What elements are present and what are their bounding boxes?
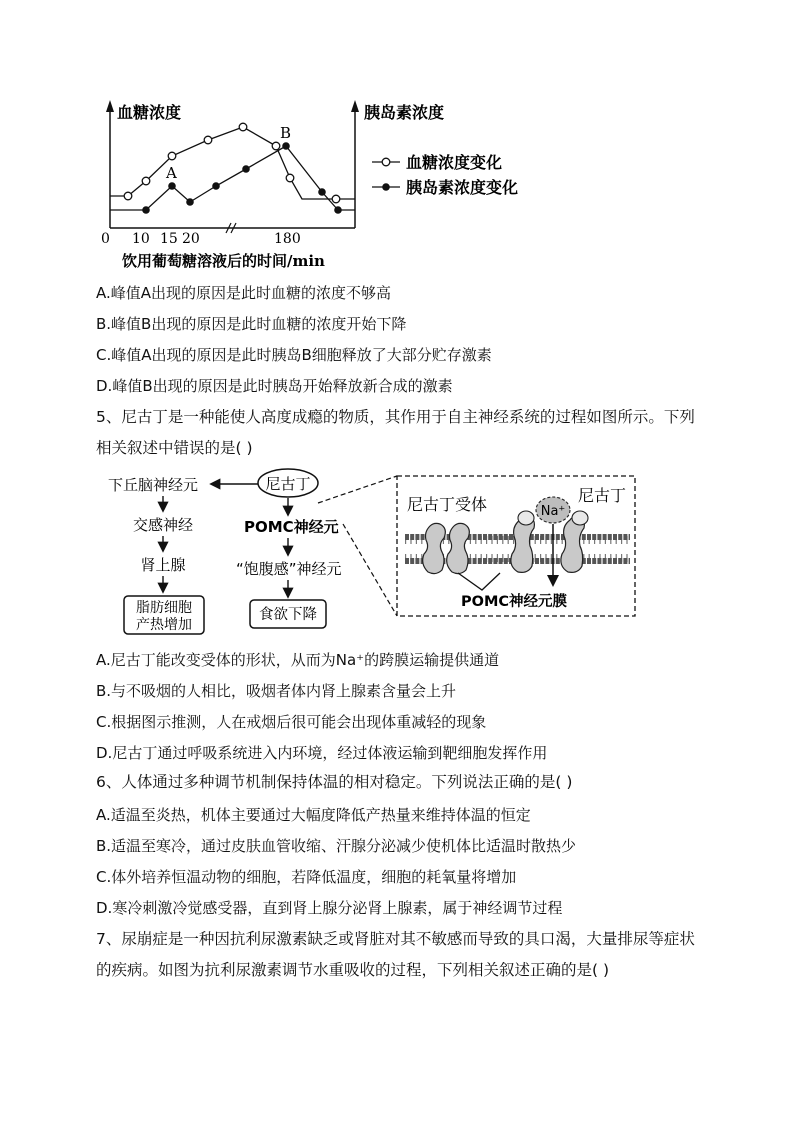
q5-option-c: C.根据图示推测，人在戒烟后很可能会出现体重减轻的现象 (96, 713, 487, 731)
nicotine-bound-left (518, 511, 534, 525)
appetite-label: 食欲下降 (259, 607, 317, 623)
insulin-point (142, 206, 150, 214)
insulin-point (168, 182, 176, 190)
glucose-point (332, 195, 340, 203)
legend-label-glucose: 血糖浓度变化 (406, 153, 503, 172)
q5-option-b: B.与不吸烟的人相比，吸烟者体内肾上腺素含量会上升 (96, 682, 457, 700)
insulin-point (318, 188, 326, 196)
glucose-point (142, 177, 150, 185)
q6-option-b: B.适温至寒冷，通过皮肤血管收缩、汗腺分泌减少使机体比适温时散热少 (96, 837, 577, 855)
q6-stem: 6、人体通过多种调节机制保持体温的相对稳定。下列说法正确的是( ) (96, 773, 573, 791)
fat-cell-line2: 产热增加 (136, 617, 192, 633)
x-tick-label: 15 (160, 231, 178, 247)
chart-legend (372, 153, 518, 197)
q4-option-c: C.峰值A出现的原因是此时胰岛B细胞释放了大部分贮存激素 (96, 346, 492, 364)
legend-label-insulin: 胰岛素浓度变化 (406, 178, 519, 197)
peak-label-b: B (280, 124, 292, 142)
zoom-connector (318, 476, 397, 503)
glucose-point (204, 136, 212, 144)
glucose-insulin-chart (0, 0, 794, 280)
glucose-point (286, 174, 294, 182)
x-tick-label: 0 (101, 231, 110, 247)
nicotine-pathway-diagram (0, 460, 794, 650)
x-tick-label: 180 (274, 231, 301, 247)
insulin-point (242, 165, 250, 173)
insulin-point (186, 198, 194, 206)
insulin-point (282, 142, 290, 150)
left-axis-label: 血糖浓度 (117, 103, 182, 122)
q4-option-b: B.峰值B出现的原因是此时血糖的浓度开始下降 (96, 315, 407, 333)
right-y-axis-arrow (351, 100, 359, 112)
insulin-point (334, 206, 342, 214)
sympathetic-label: 交感神经 (132, 516, 194, 534)
legend-open-marker (382, 158, 390, 166)
zoom-connector (343, 524, 397, 616)
x-tick-label: 20 (182, 231, 200, 247)
q6-option-c: C.体外培养恒温动物的细胞，若降低温度，细胞的耗氧量将增加 (96, 868, 517, 886)
glucose-point (239, 123, 247, 131)
legend-filled-marker (382, 183, 390, 191)
glucose-series-markers (124, 123, 340, 203)
membrane-label: POMC神经元膜 (460, 594, 568, 610)
glucose-point (272, 142, 280, 150)
q6-option-d: D.寒冷刺激冷觉感受器，直到肾上腺分泌肾上腺素，属于神经调节过程 (96, 899, 563, 917)
x-axis-title: 饮用葡萄糖溶液后的时间/min (122, 252, 325, 270)
q7-stem: 7、尿崩症是一种因抗利尿激素缺乏或肾脏对其不敏感而导致的具口渴，大量排尿等症状的疾病。如图为抗利尿激素调节水重吸收的过程，下列相关叙述正确的是( ) (96, 930, 695, 979)
pomc-label: POMC神经元 (244, 518, 339, 536)
right-axis-label: 胰岛素浓度 (364, 103, 445, 122)
peak-label-a: A (166, 164, 177, 182)
q4-option-d: D.峰值B出现的原因是此时胰岛开始释放新合成的激素 (96, 377, 453, 395)
nicotine-bound-right (572, 511, 588, 525)
q5-option-d: D.尼古丁通过呼吸系统进入内环境，经过体液运输到靶细胞发挥作用 (96, 744, 548, 762)
nicotine-small-label: 尼古丁 (578, 486, 627, 505)
hypothalamus-label: 下丘脑神经元 (108, 476, 199, 494)
q4-option-a: A.峰值A出现的原因是此时血糖的浓度不够高 (96, 284, 392, 302)
q5-option-a: A.尼古丁能改变受体的形状，从而为Na⁺的跨膜运输提供通道 (96, 651, 500, 669)
glucose-point (124, 192, 132, 200)
adrenal-label: 肾上腺 (140, 556, 186, 574)
sodium-label: Na⁺ (540, 504, 566, 519)
q6-option-a: A.适温至炎热，机体主要通过大幅度降低产热量来维持体温的恒定 (96, 806, 531, 824)
satiety-label: “饱腹感”神经元 (236, 560, 342, 578)
q5-stem: 5、尼古丁是一种能使人高度成瘾的物质，其作用于自主神经系统的过程如图所示。下列相关叙述中错误的是( ) (96, 408, 695, 457)
left-y-axis-arrow (106, 100, 114, 112)
x-tick-label: 10 (132, 231, 150, 247)
receptor-label: 尼古丁受体 (407, 495, 488, 514)
nicotine-label: 尼古丁 (265, 475, 311, 493)
fat-cell-line1: 脂肪细胞 (136, 600, 192, 616)
glucose-point (168, 152, 176, 160)
insulin-point (212, 182, 220, 190)
